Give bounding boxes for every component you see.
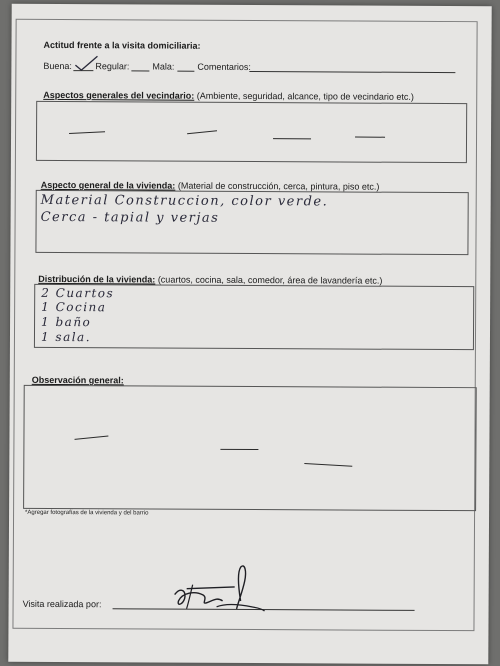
- regular-blank[interactable]: [131, 70, 149, 71]
- neighborhood-detail: (Ambiente, seguridad, alcance, tipo de vecindario etc.): [196, 90, 414, 102]
- empty-mark: [69, 131, 105, 134]
- empty-mark: [74, 435, 108, 439]
- empty-mark: [355, 137, 385, 138]
- comments-label: Comentarios:: [197, 61, 251, 73]
- form-page: [8, 4, 491, 665]
- empty-mark: [304, 463, 352, 467]
- distribution-detail: (cuartos, cocina, sala, comedor, área de lavandería etc.): [157, 274, 383, 286]
- observation-title: Observación general:: [31, 374, 124, 386]
- bad-label: Mala:: [152, 61, 175, 72]
- good-label: Buena:: [43, 60, 72, 72]
- attitude-title: Actitud frente a la visita domiciliaria:: [43, 39, 201, 51]
- empty-mark: [273, 138, 311, 139]
- signature-image: [157, 561, 267, 618]
- house-box[interactable]: [35, 190, 468, 255]
- visit-by-label: Visita realizada por:: [22, 598, 102, 610]
- regular-label: Regular:: [95, 61, 130, 72]
- empty-mark: [187, 130, 217, 134]
- distribution-box[interactable]: [34, 284, 474, 350]
- house-handwriting-line-2: Cerca - tapial y verjas: [40, 209, 220, 226]
- empty-mark: [220, 449, 258, 450]
- neighborhood-title: Aspectos generales del vecindario:: [43, 89, 195, 101]
- observation-box[interactable]: [23, 385, 477, 511]
- distribution-line-4: 1 sala.: [40, 329, 92, 345]
- neighborhood-heading: [43, 90, 414, 102]
- bad-blank[interactable]: [177, 71, 194, 72]
- house-handwriting-line-1: Material Construccion, color verde.: [40, 192, 329, 210]
- photo-footnote: *Agregar fotografías de la vivienda y del barrio: [25, 509, 149, 517]
- house-detail: (Material de construcción, cerca, pintura, piso etc.): [177, 180, 380, 192]
- distribution-line-2: 1 Cocina: [41, 299, 107, 315]
- distribution-title: Distribución de la vivienda:: [38, 273, 156, 285]
- distribution-line-1: 2 Cuartos: [41, 285, 115, 301]
- neighborhood-box[interactable]: [36, 101, 467, 163]
- house-title: Aspecto general de la vivienda:: [40, 179, 176, 191]
- distribution-line-3: 1 baño: [41, 314, 92, 330]
